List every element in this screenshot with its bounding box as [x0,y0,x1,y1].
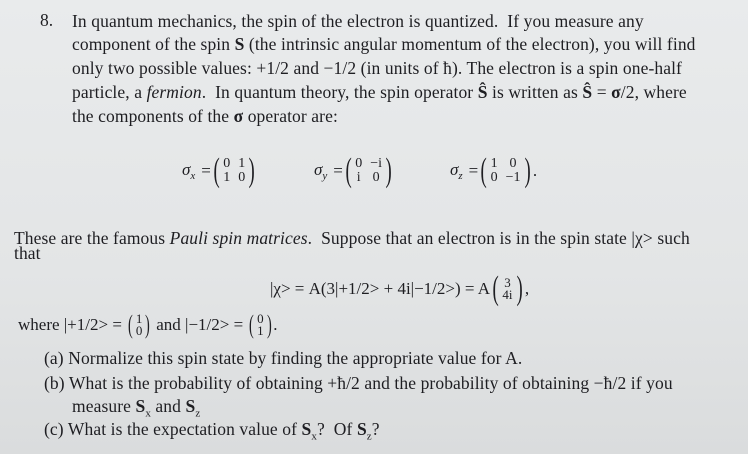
intro-line-4: particle, a fermion. In quantum theory, the spin operator Ŝ is written as Ŝ = σ/2, where [72,82,687,102]
intro-line-3: only two possible values: +1/2 and −1/2 (in units of ħ). The electron is a spin one-half [72,58,682,78]
spin-state-equation: |χ> = A(3|+1/2> + 4i|−1/2>) = A ( 3 4i ) , [270,270,530,307]
problem-number: 8. [40,10,54,30]
famous-line-1: These are the famous Pauli spin matrices. Suppose that an electron is in the spin state |χ> such [14,228,690,248]
question-b-cont: measure $S_x$ and $S_z$ [72,396,201,420]
intro-line-2: component of the spin S (the intrinsic angular momentum of the electron), you will find [72,34,696,54]
question-a: (a) Normalize this spin state by finding the appropriate value for A. [44,348,523,368]
famous-line-2: that [14,243,41,263]
basis-states: where |+1/2> = ( 1 0 ) and |−1/2> = ( 0 1 ) . [18,310,278,339]
sigma-y-matrix: $\sigma_y$ = ( 0 −i i 0 ) [314,152,392,189]
intro-line-5: the components of the σ operator are: [72,106,338,126]
sigma-z-matrix: $\sigma_z$ = ( 1 0 0 −1 ) . [450,152,538,189]
question-b: (b) What is the probability of obtaining +ħ/2 and the probability of obtaining −ħ/2 if you [44,373,673,393]
intro-line-1: In quantum mechanics, the spin of the electron is quantized. If you measure any [72,11,644,31]
question-c: (c) What is the expectation value of $S_x$? Of $S_z$? [44,419,380,443]
sigma-x-matrix: $\sigma_x$ = ( 0 1 1 0 ) [182,152,255,189]
